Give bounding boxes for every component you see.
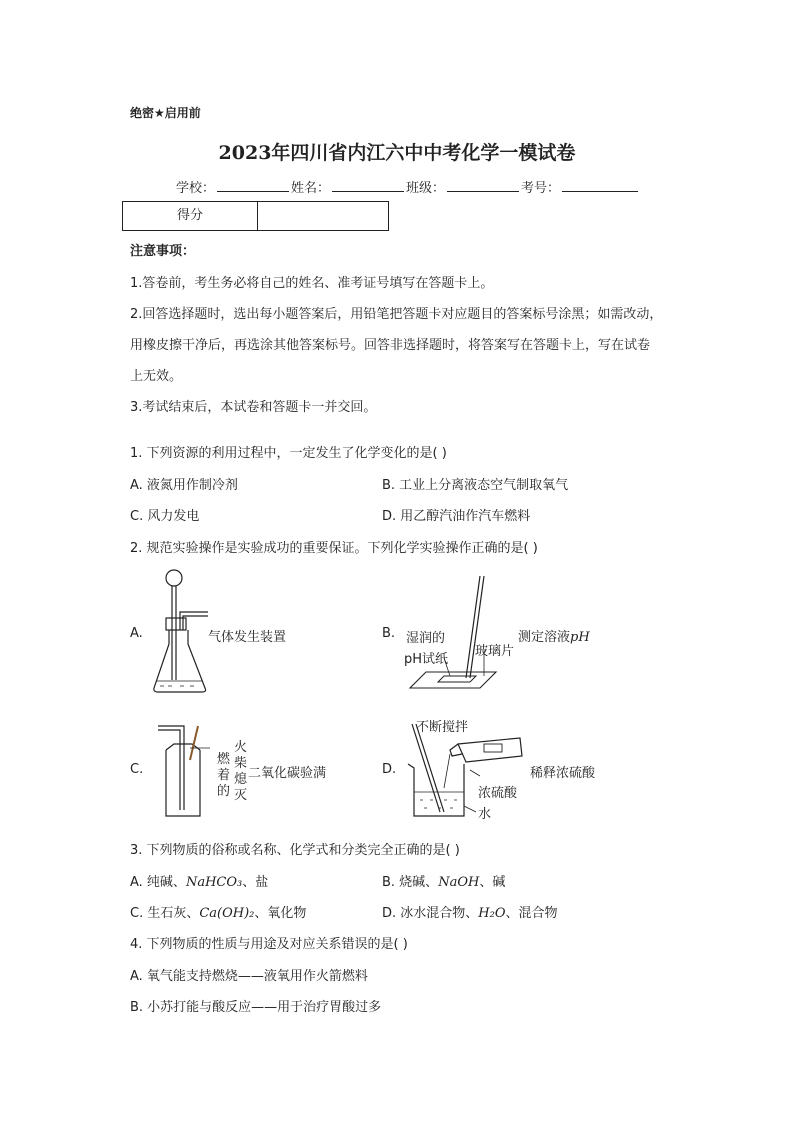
q3-option-b[interactable] bbox=[382, 871, 505, 890]
q2-option-b-glass-label: 玻璃片 bbox=[475, 644, 515, 659]
notice-item-2-line-2: 用橡皮擦干净后，再选涂其他答案标号。回答非选择题时，将答案写在答题卡上，写在试卷 bbox=[130, 338, 651, 353]
q2-option-d-acid-label: 浓硫酸 bbox=[478, 786, 518, 801]
q3-c-post: 、氧化物 bbox=[254, 906, 307, 921]
q4-stem: 4. 下列物质的性质与用途及对应关系错误的是( ) bbox=[130, 937, 408, 952]
number-field[interactable] bbox=[562, 190, 638, 192]
co2-test-diagram bbox=[154, 720, 214, 820]
notice-item-3: 3.考试结束后，本试卷和答题卡一并交回。 bbox=[130, 400, 377, 415]
q3-a-post: 、盐 bbox=[242, 875, 269, 890]
char-burning-2: 着 bbox=[217, 768, 231, 783]
number-label: 考号： bbox=[521, 181, 561, 196]
q2-option-c-label: 二氧化碳验满 bbox=[248, 766, 327, 781]
q1-option-c[interactable]: C. 风力发电 bbox=[130, 509, 200, 524]
q3-c-pre: C. 生石灰、 bbox=[130, 906, 200, 921]
gas-generator-diagram bbox=[150, 568, 212, 696]
q2-stem: 2. 规范实验操作是实验成功的重要保证。下列化学实验操作正确的是( ) bbox=[130, 541, 538, 556]
q1-option-a[interactable]: A. 液氮用作制冷剂 bbox=[130, 478, 238, 493]
q2-option-b-letter[interactable]: B. bbox=[382, 626, 396, 641]
q1-option-b[interactable]: B. 工业上分离液态空气制取氧气 bbox=[382, 478, 569, 493]
q1-option-d[interactable]: D. 用乙醇汽油作汽车燃料 bbox=[382, 509, 531, 524]
char-match-3: 熄 bbox=[234, 772, 248, 787]
school-field[interactable] bbox=[217, 190, 289, 192]
q4-option-a[interactable]: A. 氧气能支持燃烧——液氧用作火箭燃料 bbox=[130, 969, 368, 984]
confidential-mark: 绝密★启用前 bbox=[130, 106, 201, 120]
score-label: 得分 bbox=[123, 202, 258, 230]
q3-b-formula: NaOH bbox=[438, 875, 480, 890]
ph-italic: pH bbox=[570, 630, 590, 645]
name-label: 姓名： bbox=[291, 181, 331, 196]
page-title: 2023年四川省内江六中中考化学一模试卷 bbox=[218, 142, 576, 164]
q3-b-pre: B. 烧碱、 bbox=[382, 875, 439, 890]
q4-option-b[interactable]: B. 小苏打能与酸反应——用于治疗胃酸过多 bbox=[130, 1000, 382, 1015]
notice-item-2-line-3: 上无效。 bbox=[130, 369, 183, 384]
q3-d-post: 、混合物 bbox=[505, 906, 558, 921]
score-cell[interactable] bbox=[258, 202, 388, 230]
q3-d-pre: D. 冰水混合物、 bbox=[382, 906, 479, 921]
q3-a-formula: NaHCO₃ bbox=[185, 875, 243, 890]
char-burning-1: 燃 bbox=[217, 752, 231, 767]
class-label: 班级： bbox=[406, 181, 446, 196]
q2-option-c-letter[interactable]: C. bbox=[130, 762, 144, 777]
measure-text: 测定溶液 bbox=[518, 630, 571, 645]
char-match-2: 柴 bbox=[234, 756, 248, 771]
student-info-line bbox=[176, 177, 640, 196]
q2-option-d-dilute-label: 稀释浓硫酸 bbox=[530, 766, 596, 781]
q3-b-post: 、碱 bbox=[479, 875, 506, 890]
name-field[interactable] bbox=[332, 190, 404, 192]
class-field[interactable] bbox=[447, 190, 519, 192]
q2-option-b-paper-label: pH试纸 bbox=[404, 652, 449, 667]
q3-a-pre: A. 纯碱、 bbox=[130, 875, 186, 890]
q2-option-c-match-label bbox=[234, 740, 248, 804]
q1-stem: 1. 下列资源的利用过程中，一定发生了化学变化的是( ) bbox=[130, 446, 447, 461]
q2-option-b-measure-label bbox=[518, 626, 590, 645]
q2-option-d-stir-label: 不断搅拌 bbox=[416, 720, 469, 735]
q2-option-d-water-label: 水 bbox=[478, 807, 492, 822]
q3-option-c[interactable] bbox=[130, 902, 306, 921]
notice-item-1: 1.答卷前，考生务必将自己的姓名、准考证号填写在答题卡上。 bbox=[130, 276, 494, 291]
notice-item-2-line-1: 2.回答选择题时，选出每小题答案后，用铅笔把答题卡对应题目的答案标号涂黑；如需改动， bbox=[130, 307, 663, 322]
q2-option-b-wet-label: 湿润的 bbox=[406, 631, 446, 646]
q3-d-formula: H₂O bbox=[478, 906, 506, 921]
q3-option-d[interactable] bbox=[382, 902, 558, 921]
q3-stem: 3. 下列物质的俗称或名称、化学式和分类完全正确的是( ) bbox=[130, 843, 460, 858]
q3-c-formula: Ca(OH)₂ bbox=[199, 906, 255, 921]
char-burning-3: 的 bbox=[217, 784, 231, 799]
q3-option-a[interactable] bbox=[130, 871, 268, 890]
score-table bbox=[122, 201, 389, 231]
q2-option-a-letter[interactable]: A. bbox=[130, 626, 143, 641]
char-match-1: 火 bbox=[234, 740, 248, 755]
school-label: 学校： bbox=[176, 181, 216, 196]
q2-option-c-burning-label bbox=[217, 752, 231, 800]
notice-title: 注意事项： bbox=[130, 244, 196, 259]
char-match-4: 灭 bbox=[234, 788, 248, 803]
q2-option-d-letter[interactable]: D. bbox=[382, 762, 397, 777]
q2-option-a-label: 气体发生装置 bbox=[208, 630, 287, 645]
